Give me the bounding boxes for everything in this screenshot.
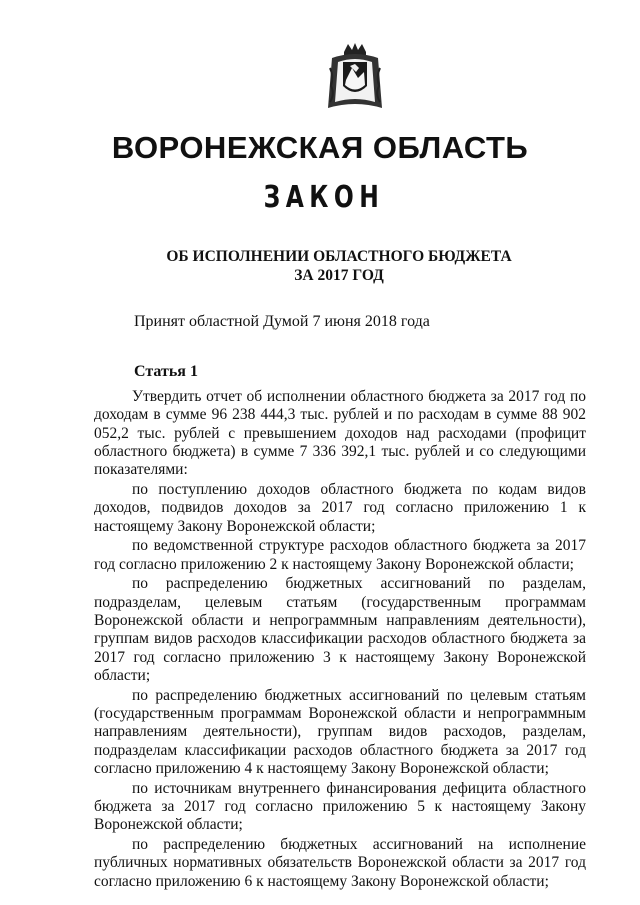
article-heading: Статья 1 xyxy=(134,363,198,380)
adoption-date: Принят областной Думой 7 июня 2018 года xyxy=(134,313,430,330)
paragraph-5: по распределению бюджетных ассигнований по целевым статьям (государственным программам Воронежской области и непрограммным направлениям деятельности), группам видов расходов, разделам, подразделам классификации расходов областного бюджета за 2017 год согласно приложению 4 к настоящему Закону Воронежской области; xyxy=(94,686,586,777)
region-title: ВОРОНЕЖСКАЯ ОБЛАСТЬ xyxy=(111,130,529,165)
coat-of-arms-icon xyxy=(326,42,384,112)
paragraph-6: по источникам внутреннего финансирования дефицита областного бюджета за 2017 год согласно приложению 5 к настоящему Закону Воронежской области; xyxy=(94,779,586,834)
document-type-title: ЗАКОН xyxy=(263,180,385,215)
law-subject-line-2: ЗА 2017 ГОД xyxy=(294,267,384,284)
paragraph-3: по ведомственной структуре расходов областного бюджета за 2017 год согласно приложению 2 к настоящему Закону Воронежской области; xyxy=(94,537,586,573)
article-body xyxy=(94,388,586,891)
law-subject xyxy=(0,247,640,285)
paragraph-7: по распределению бюджетных ассигнований на исполнение публичных нормативных обязательств Воронежской области за 2017 год согласно приложению 6 к настоящему Закону Воронежской области; xyxy=(94,836,586,890)
law-subject-line-1: ОБ ИСПОЛНЕНИИ ОБЛАСТНОГО БЮДЖЕТА xyxy=(166,248,512,265)
paragraph-4: по распределению бюджетных ассигнований по разделам, подразделам, целевым статьям (государственным программам Воронежской области и непрограммным направлениям деятельности), группам видов расходов классификации расходов областного бюджета за 2017 год согласно приложению 3 к настоящему Закону Воронежской области; xyxy=(94,575,586,684)
paragraph-2: по поступлению доходов областного бюджета по кодам видов доходов, подвидов доходов за 2017 год согласно приложению 1 к настоящему Закону Воронежской области; xyxy=(94,480,586,535)
paragraph-1: Утвердить отчет об исполнении областного бюджета за 2017 год по доходам в сумме 96 238 444,3 тыс. рублей и по расходам в сумме 88 902 052,2 тыс. рублей с превышением доходов над расходами (профицит областного бюджета) в сумме 7 336 392,1 тыс. рублей и со следующими показателями: xyxy=(94,388,586,479)
